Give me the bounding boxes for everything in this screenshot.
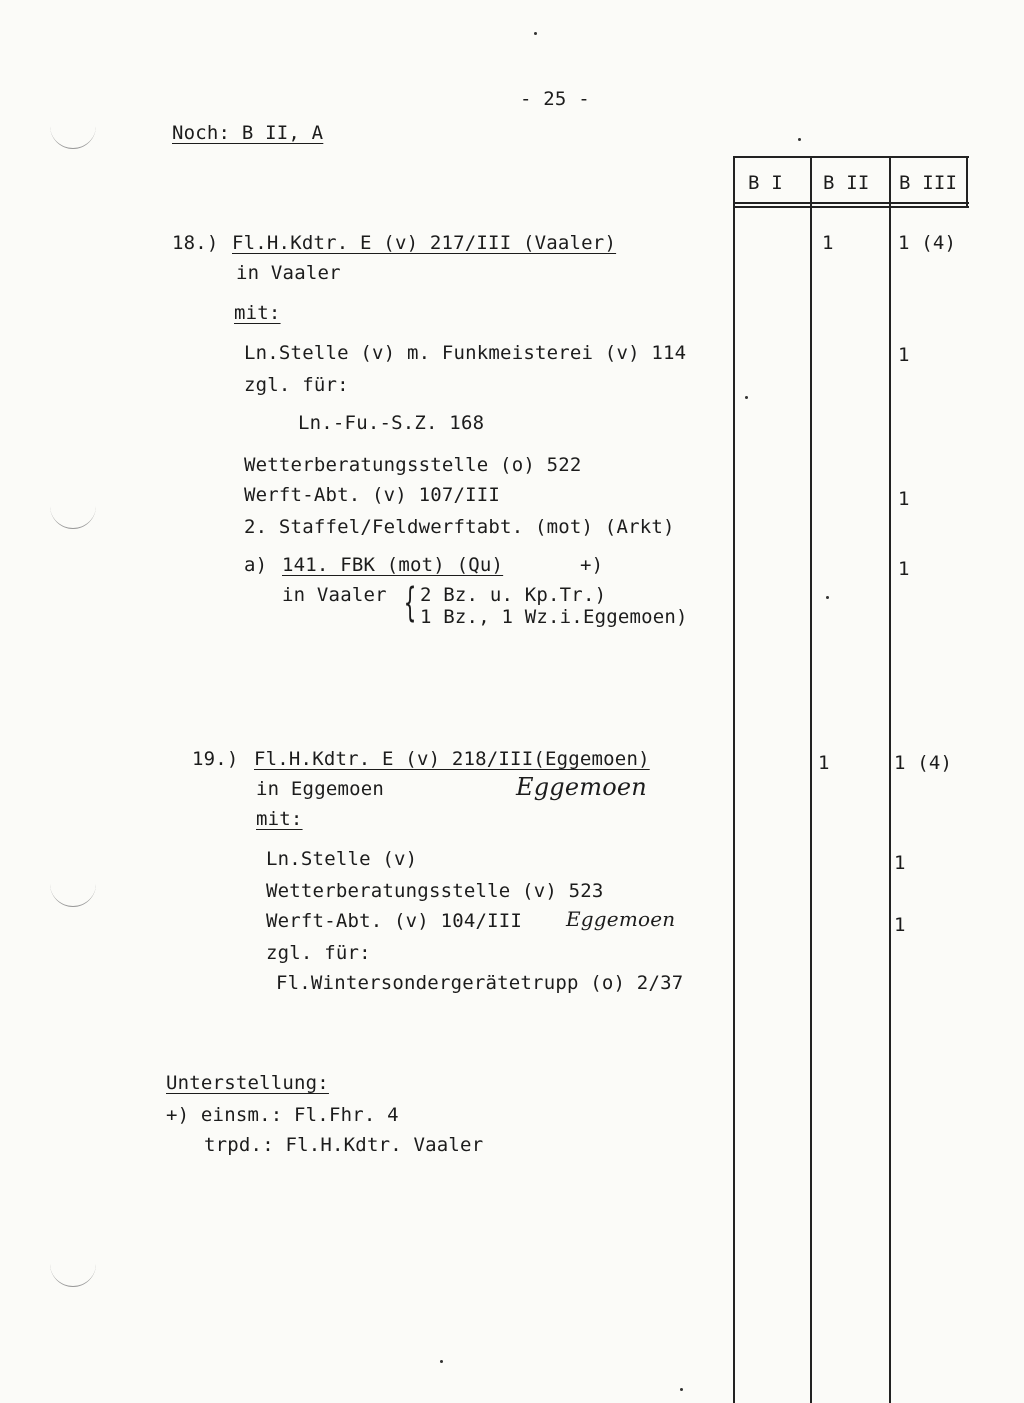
unit-line: Wetterberatungsstelle (v) 523 — [266, 880, 604, 902]
subordination-line: +) einsm.: Fl.Fhr. 4 — [166, 1104, 399, 1126]
column-header-b2: B II — [823, 172, 870, 194]
brace-line: 1 Bz., 1 Wz.i.Eggemoen) — [420, 606, 688, 628]
with-label: mit: — [256, 808, 303, 830]
handwritten-note: Eggemoen — [566, 907, 676, 931]
footnote-mark: +) — [580, 554, 604, 576]
unit-line: zgl. für: — [244, 374, 349, 396]
scan-speck — [534, 32, 537, 35]
table-top-rule — [733, 156, 969, 158]
scan-speck — [826, 596, 829, 599]
punch-hole-mark — [50, 866, 96, 907]
with-label: mit: — [234, 302, 281, 324]
punch-hole-mark — [50, 108, 96, 149]
unit-line: zgl. für: — [266, 942, 371, 964]
scan-speck — [440, 1360, 443, 1363]
entry-b3-value: 1 (4) — [894, 752, 953, 774]
unit-line: Fl.Wintersondergerätetrupp (o) 2/37 — [276, 972, 684, 994]
column-header-b1: B I — [748, 172, 783, 194]
continuation-heading: Noch: B II, A — [172, 122, 324, 144]
unit-b3-value: 1 — [898, 558, 910, 580]
scan-speck — [798, 138, 801, 141]
entry-number: 18.) — [172, 232, 219, 254]
entry-number: 19.) — [192, 748, 239, 770]
unit-line: Werft-Abt. (v) 104/III — [266, 910, 523, 932]
unit-line: in Vaaler — [282, 584, 387, 606]
entry-location: in Eggemoen — [256, 778, 385, 800]
punch-hole-mark — [50, 1246, 96, 1287]
column-divider — [810, 156, 812, 1403]
subordination-heading: Unterstellung: — [166, 1072, 329, 1094]
handwritten-note: Eggemoen — [516, 773, 647, 801]
unit-line: Werft-Abt. (v) 107/III — [244, 484, 501, 506]
entry-title: Fl.H.Kdtr. E (v) 218/III(Eggemoen) — [254, 748, 650, 770]
unit-line: Ln.-Fu.-S.Z. 168 — [298, 412, 485, 434]
brace-line: 2 Bz. u. Kp.Tr.) — [420, 584, 607, 606]
unit-b3-value: 1 — [898, 344, 910, 366]
scan-speck — [745, 396, 748, 399]
punch-hole-mark — [50, 488, 96, 529]
unit-line: 2. Staffel/Feldwerftabt. (mot) (Arkt) — [244, 516, 675, 538]
unit-b3-value: 1 — [894, 914, 906, 936]
entry-title: Fl.H.Kdtr. E (v) 217/III (Vaaler) — [232, 232, 617, 254]
unit-line: 141. FBK (mot) (Qu) — [282, 554, 504, 576]
brace-symbol: { — [404, 580, 417, 626]
unit-b3-value: 1 — [894, 852, 906, 874]
entry-b2-value: 1 — [818, 752, 830, 774]
unit-line: Wetterberatungsstelle (o) 522 — [244, 454, 582, 476]
entry-location: in Vaaler — [236, 262, 341, 284]
column-divider — [966, 156, 968, 208]
table-header-rule — [733, 202, 969, 204]
column-divider — [889, 156, 891, 1403]
unit-line: Ln.Stelle (v) — [266, 848, 418, 870]
entry-b2-value: 1 — [822, 232, 834, 254]
unit-prefix: a) — [244, 554, 268, 576]
table-header-rule — [733, 206, 969, 208]
column-divider — [733, 156, 735, 1403]
unit-b3-value: 1 — [898, 488, 910, 510]
scan-speck — [680, 1388, 683, 1391]
subordination-line: trpd.: Fl.H.Kdtr. Vaaler — [204, 1134, 484, 1156]
unit-line: Ln.Stelle (v) m. Funkmeisterei (v) 114 — [244, 342, 687, 364]
page-number: - 25 - — [520, 88, 590, 110]
column-header-b3: B III — [899, 172, 958, 194]
entry-b3-value: 1 (4) — [898, 232, 957, 254]
